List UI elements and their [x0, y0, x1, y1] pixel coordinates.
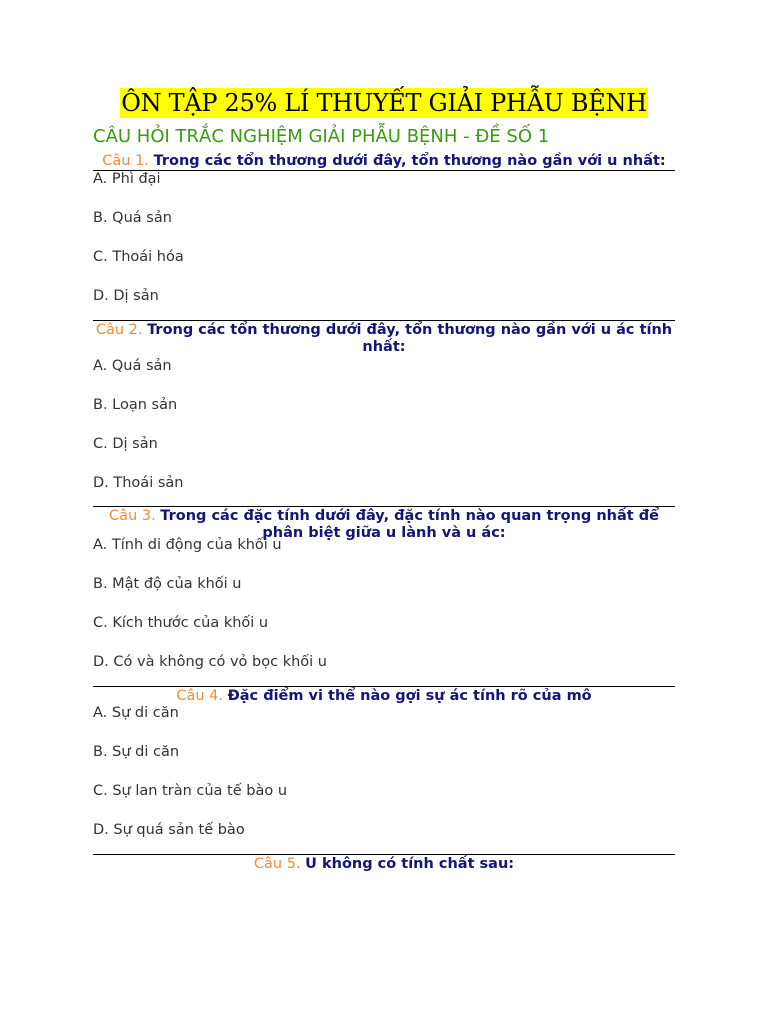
- question-text: Trong các tổn thương dưới đây, tổn thương nào gần với u ác tính nhất:: [147, 322, 673, 355]
- option-d: D. Sự quá sản tế bào: [93, 822, 245, 838]
- option-b: B. Loạn sản: [93, 397, 178, 413]
- option-a: A. Sự di căn: [93, 705, 179, 721]
- question-heading: [93, 321, 675, 356]
- question-text: U không có tính chất sau:: [305, 856, 515, 872]
- option-b: B. Mật độ của khối u: [93, 576, 242, 592]
- document-page: [93, 0, 675, 873]
- question-text: Trong các đặc tính dưới đây, đặc tính nào quan trọng nhất để phân biệt giữa u lành và u ác:: [160, 508, 659, 541]
- option-a: A. Quá sản: [93, 358, 172, 374]
- option-d: D. Có và không có vỏ bọc khối u: [93, 654, 327, 670]
- question-number: Câu 5.: [253, 856, 301, 872]
- question-number: Câu 1.: [102, 153, 149, 169]
- option-a: A. Phì đại: [93, 171, 161, 187]
- question-4: [93, 686, 675, 861]
- option-c: C. Dị sản: [93, 436, 158, 452]
- document-title: ÔN TẬP 25% LÍ THUYẾT GIẢI PHẪU BỆNH: [121, 89, 647, 117]
- question-heading: [93, 855, 675, 873]
- title-wrap: [93, 88, 675, 120]
- option-b: B. Sự di căn: [93, 744, 180, 760]
- question-1: [93, 153, 675, 327]
- question-text: Đặc điểm vi thể nào gợi sự ác tính rõ của mô: [227, 688, 592, 704]
- option-c: C. Thoái hóa: [93, 249, 184, 265]
- question-heading: [93, 153, 675, 170]
- option-d: D. Dị sản: [93, 288, 159, 304]
- option-c: C. Sự lan tràn của tế bào u: [93, 783, 288, 799]
- question-number: Câu 4.: [176, 688, 224, 704]
- option-c: C. Kích thước của khối u: [93, 615, 269, 631]
- question-heading: [93, 687, 675, 705]
- question-5: [93, 854, 675, 873]
- option-b: B. Quá sản: [93, 210, 172, 226]
- question-number: Câu 3.: [109, 508, 156, 524]
- option-d: D. Thoái sản: [93, 475, 184, 491]
- option-a: A. Tính di động của khối u: [93, 537, 282, 553]
- question-number: Câu 2.: [95, 322, 143, 338]
- question-text: Trong các tổn thương dưới đây, tổn thương nào gần với u nhất:: [153, 153, 666, 169]
- question-3: [93, 506, 675, 693]
- question-2: [93, 320, 675, 514]
- document-subtitle: CÂU HỎI TRẮC NGHIỆM GIẢI PHẪU BỆNH - ĐỀ SỐ 1: [93, 126, 550, 147]
